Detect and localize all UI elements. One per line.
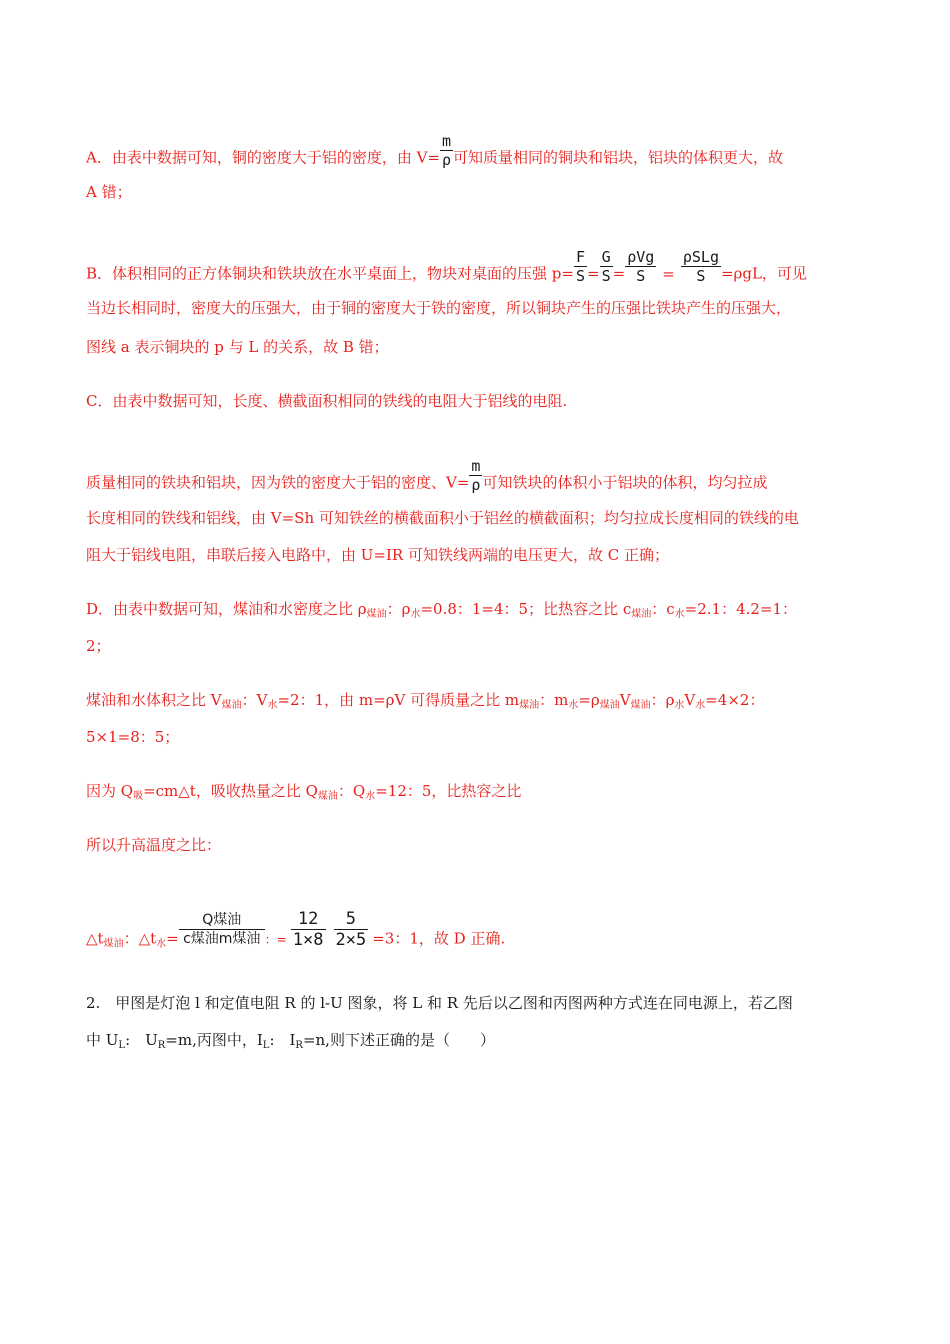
- option-d-line6: 所以升高温度之比：: [86, 836, 222, 854]
- fraction-numerator: F: [575, 248, 585, 266]
- option-c-line4: 阻大于铝线电阻，串联后接入电路中，由 U=IR 可知铁线两端的电压更大，故 C 正确；: [86, 546, 669, 564]
- fraction-denominator: c煤油m煤油: [183, 931, 261, 947]
- text: =4×2：: [705, 691, 765, 709]
- fraction-m-over-rho: [440, 132, 453, 169]
- fraction-f-over-s: [574, 248, 587, 285]
- text: =ρ: [578, 691, 600, 709]
- fraction-denominator: ρ: [471, 476, 481, 494]
- text: ：m: [539, 691, 569, 709]
- subscript: 吸: [133, 791, 144, 802]
- option-d-line1: [86, 599, 797, 625]
- subscript: R: [295, 1040, 303, 1051]
- text: =2：1，由 m=ρV 可得质量之比 m: [277, 691, 520, 709]
- fraction-numerator: m: [471, 457, 481, 475]
- fraction-denominator: 2×5: [335, 930, 367, 950]
- subscript: 煤油: [103, 938, 124, 950]
- text: =12：5，比热容之比: [375, 782, 522, 800]
- fraction-denominator: S: [601, 267, 611, 285]
- fraction-denominator: 1×8: [292, 930, 324, 950]
- text: =0.8：1=4：5；比热容之比 c: [420, 600, 632, 618]
- option-a-text-post: 可知质量相同的铜块和铝块，铝块的体积更大，故: [453, 148, 784, 167]
- text: =m,丙图中，I: [165, 1031, 263, 1049]
- subscript: 煤油: [599, 700, 620, 711]
- subscript: 煤油: [630, 700, 651, 711]
- text: ：Q: [337, 782, 366, 800]
- text: =cm△t，吸收热量之比 Q: [143, 782, 318, 800]
- text: △t: [86, 929, 104, 948]
- fraction-5-over-2x5: [334, 909, 369, 950]
- option-a-line1: [86, 132, 784, 177]
- text: V: [619, 691, 631, 709]
- fraction-denominator: ρ: [442, 151, 452, 169]
- text: =: [166, 929, 179, 948]
- option-b-line1: [86, 248, 807, 293]
- fraction-rhoslg-over-s: [681, 248, 721, 285]
- fraction-12-over-1x8: [291, 909, 326, 950]
- fraction-denominator: S: [696, 267, 706, 285]
- text: =3：1，故 D 正确.: [372, 929, 506, 948]
- text: : I: [269, 1031, 296, 1049]
- fraction-denominator: S: [575, 267, 585, 285]
- text: 中 U: [86, 1031, 119, 1049]
- fraction-numerator: G: [601, 248, 611, 266]
- subscript: 煤油: [519, 700, 540, 711]
- fraction-numerator: 5: [334, 909, 369, 930]
- subscript: L: [262, 1040, 270, 1051]
- fraction-g-over-s: [600, 248, 613, 285]
- option-d-line2: 2；: [86, 637, 111, 655]
- subscript: 水: [410, 609, 421, 620]
- subscript: 煤油: [366, 609, 387, 620]
- text: ：=: [264, 932, 287, 947]
- question-2-line2: [86, 1030, 495, 1056]
- text: ：△t: [123, 929, 157, 948]
- subscript: 煤油: [221, 700, 242, 711]
- subscript: 水: [267, 700, 278, 711]
- text: V: [684, 691, 696, 709]
- subscript: 煤油: [317, 791, 338, 802]
- option-c-text-post: 可知铁块的体积小于铝块的体积，均匀拉成: [482, 473, 768, 492]
- subscript: 水: [156, 938, 167, 950]
- text: 因为 Q: [86, 782, 134, 800]
- option-d-line3: [86, 690, 764, 716]
- fraction-rhovg-over-s: [625, 248, 656, 285]
- fraction-numerator: ρSLg: [682, 248, 719, 266]
- subscript: 水: [568, 700, 579, 711]
- option-b-line2: 当边长相同时，密度大的压强大，由于铜的密度大于铁的密度，所以铜块产生的压强比铁块产生的压强大，: [86, 299, 792, 317]
- fraction-m-over-rho: [469, 457, 482, 494]
- fraction-numerator: m: [442, 132, 452, 150]
- option-c-line2: [86, 457, 768, 502]
- text: 煤油和水体积之比 V: [86, 691, 222, 709]
- subscript: 煤油: [631, 609, 652, 620]
- subscript: 水: [695, 700, 706, 711]
- text: =2.1：4.2=1：: [684, 600, 798, 618]
- text: ：ρ: [386, 600, 411, 618]
- subscript: 水: [674, 700, 685, 711]
- option-c-text-pre: 质量相同的铁块和铝块，因为铁的密度大于铝的密度、V=: [86, 473, 470, 492]
- subscript: L: [118, 1040, 126, 1051]
- text: ：ρ: [650, 691, 675, 709]
- equals-sign: =: [662, 264, 675, 283]
- option-b-text-post: =ρgL，可见: [720, 264, 807, 283]
- option-d-line4: 5×1=8：5；: [86, 728, 180, 746]
- fraction-denominator: S: [636, 267, 646, 285]
- option-b-text-pre: B．体积相同的正方体铜块和铁块放在水平桌面上，物块对桌面的压强 p=: [86, 264, 574, 283]
- option-c-line1: C．由表中数据可知，长度、横截面积相同的铁线的电阻大于铝线的电阻.: [86, 392, 568, 410]
- option-c-line3: 长度相同的铁线和铝线，由 V=Sh 可知铁丝的横截面积小于铝丝的横截面积；均匀拉成长度相同的铁线的电: [86, 509, 799, 527]
- subscript: 水: [674, 609, 685, 620]
- fraction-numerator: ρVg: [627, 248, 655, 266]
- fraction-numerator: 12: [291, 909, 326, 930]
- subscript: R: [157, 1040, 166, 1051]
- text: D．由表中数据可知，煤油和水密度之比 ρ: [86, 600, 367, 618]
- fraction-numerator: Q煤油: [179, 911, 265, 930]
- text: ：V: [241, 691, 268, 709]
- equals-sign: =: [612, 264, 626, 283]
- text: : U: [125, 1031, 158, 1049]
- option-a-line2: A 错；: [86, 183, 132, 201]
- option-a-text-pre: A．由表中数据可知，铜的密度大于铝的密度，由 V=: [86, 148, 441, 167]
- option-d-line7: [86, 909, 506, 960]
- question-2-line1: 2. 甲图是灯泡 l 和定值电阻 R 的 l-U 图象，将 L 和 R 先后以乙图和丙图两种方式连在同电源上，若乙图: [86, 994, 793, 1012]
- text: =n,则下述正确的是（ ）: [302, 1031, 495, 1049]
- option-b-line3: 图线 a 表示铜块的 p 与 L 的关系，故 B 错；: [86, 338, 389, 356]
- equals-sign: =: [587, 264, 600, 283]
- option-d-line5: [86, 781, 521, 807]
- text: ：c: [651, 600, 675, 618]
- subscript: 水: [365, 791, 376, 802]
- fraction-q-over-cm: [179, 911, 265, 948]
